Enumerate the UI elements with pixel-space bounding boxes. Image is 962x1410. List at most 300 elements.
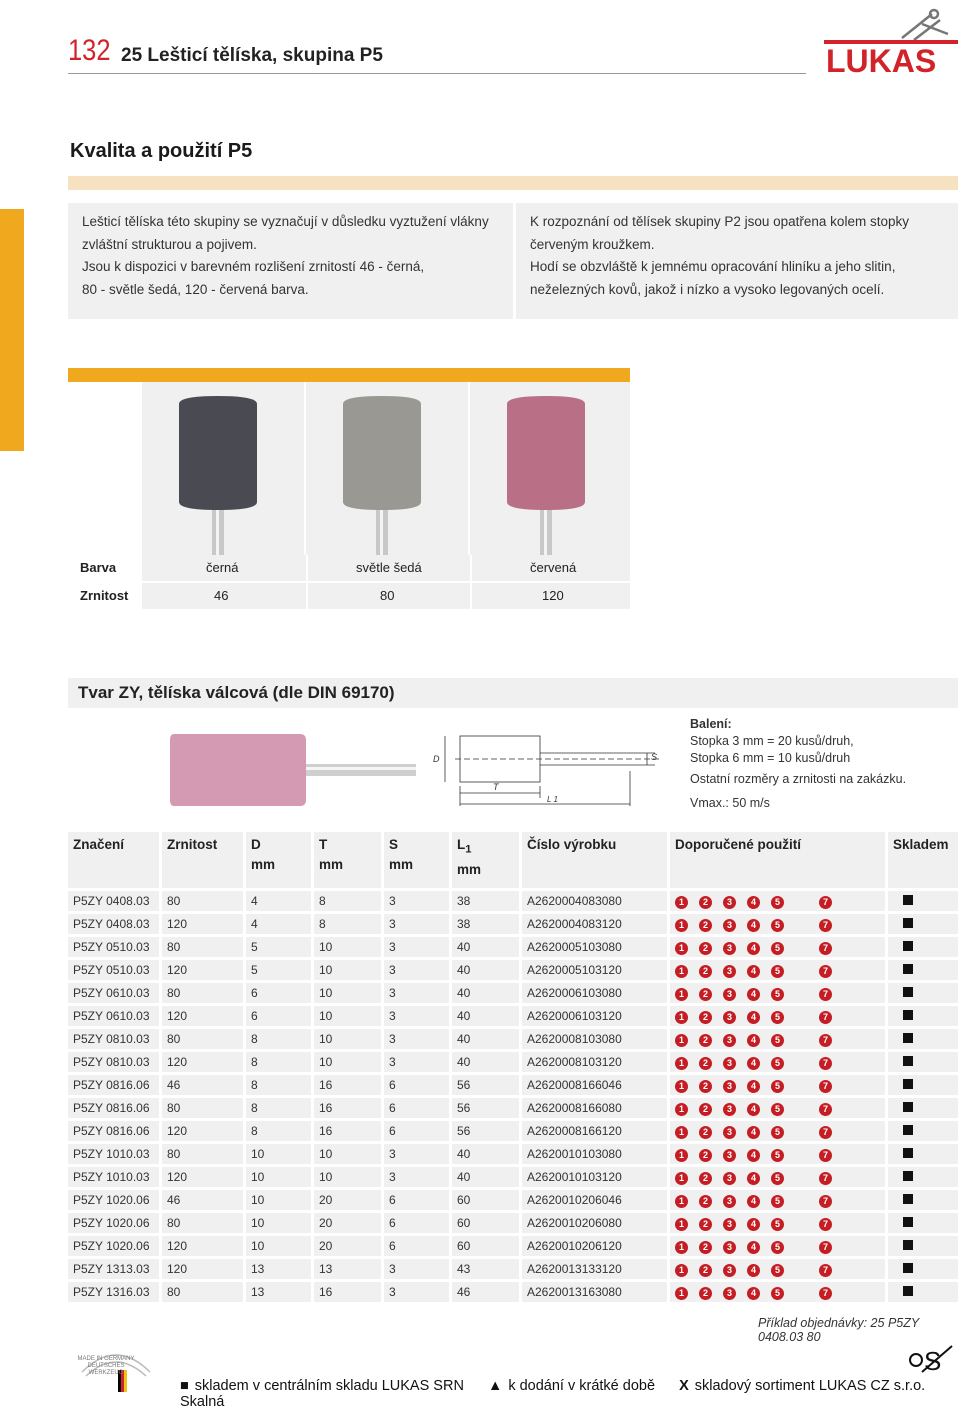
stock-square-icon [903,895,913,905]
usage-number-icon: 7 [819,1264,832,1277]
usage-number-icon: 7 [819,1011,832,1024]
section-title: Kvalita a použití P5 [70,140,253,162]
cell-s: 3 [384,1259,452,1279]
usage-number-icon [795,892,808,905]
variant-label-column [68,382,140,557]
variant-panel-red [470,382,630,557]
cell-grit: 46 [162,1075,246,1095]
usage-number-icon: 3 [723,988,736,1001]
cell-d: 8 [246,1121,314,1141]
dimension-diagram [425,716,665,812]
cylinder-red [507,396,585,510]
cell-stock [888,891,958,911]
table-row [68,1075,958,1095]
footer-legend [180,1378,960,1410]
grit-value: 120 [470,583,630,609]
cell-usage [670,1236,888,1256]
cell-t: 16 [314,1282,384,1302]
cell-usage [670,1098,888,1118]
cell-code: P5ZY 1313.03 [68,1259,162,1279]
cell-stock [888,983,958,1003]
usage-number-icon: 1 [675,1218,688,1231]
usage-number-icon: 4 [747,1011,760,1024]
cell-code: P5ZY 0408.03 [68,914,162,934]
cell-stock [888,1236,958,1256]
usage-number-icon: 4 [747,942,760,955]
cell-t: 8 [314,891,384,911]
cell-stock [888,1006,958,1026]
cell-stock [888,1098,958,1118]
cell-t: 10 [314,1006,384,1026]
usage-number-icon: 2 [699,1034,712,1047]
usage-number-icon: 5 [771,1057,784,1070]
cell-s: 3 [384,960,452,980]
cell-d: 4 [246,891,314,911]
usage-number-icon: 4 [747,965,760,978]
cell-t: 20 [314,1236,384,1256]
cell-s: 6 [384,1098,452,1118]
usage-number-icon: 4 [747,919,760,932]
col-code: Značení [68,832,162,888]
cell-s: 6 [384,1190,452,1210]
cell-grit: 80 [162,891,246,911]
stock-square-icon [903,1033,913,1043]
cell-s: 3 [384,1006,452,1026]
usage-number-icon: 1 [675,1057,688,1070]
cell-s: 3 [384,1052,452,1072]
cell-article: A2620006103080 [522,983,670,1003]
cell-l1: 40 [452,1167,522,1187]
cell-l1: 60 [452,1236,522,1256]
usage-number-icon: 7 [819,1218,832,1231]
table-row [68,937,958,957]
cell-article: A2620006103120 [522,1006,670,1026]
stock-square-icon: ■ [180,1378,189,1394]
usage-number-icon [795,1168,808,1181]
cell-t: 16 [314,1075,384,1095]
cell-d: 8 [246,1052,314,1072]
usage-number-icon: 4 [747,1103,760,1116]
cell-usage [670,1190,888,1210]
cell-article: A2620008103120 [522,1052,670,1072]
usage-number-icon: 5 [771,1126,784,1139]
col-d: D mm [246,832,314,888]
cell-grit: 120 [162,1259,246,1279]
cell-article: A2620013133120 [522,1259,670,1279]
cell-usage [670,891,888,911]
cell-t: 10 [314,937,384,957]
cell-code: P5ZY 0510.03 [68,960,162,980]
usage-number-icon [795,1030,808,1043]
usage-number-icon: 7 [819,1080,832,1093]
usage-number-icon: 3 [723,965,736,978]
cell-code: P5ZY 1020.06 [68,1213,162,1233]
cell-usage [670,937,888,957]
stock-square-icon [903,964,913,974]
usage-number-icon: 2 [699,1126,712,1139]
cell-d: 5 [246,937,314,957]
cell-grit: 120 [162,914,246,934]
intro-line: Lešticí tělíska této skupiny se vyznačují v důsledku vyztužení vlákny [82,214,489,229]
usage-number-icon: 7 [819,1057,832,1070]
cell-l1: 43 [452,1259,522,1279]
cell-t: 20 [314,1190,384,1210]
cell-code: P5ZY 1010.03 [68,1167,162,1187]
usage-number-icon: 4 [747,1126,760,1139]
cell-code: P5ZY 0810.03 [68,1052,162,1072]
usage-number-icon: 7 [819,1149,832,1162]
color-value: červená [470,555,630,581]
usage-number-icon: 5 [771,1241,784,1254]
cell-grit: 46 [162,1190,246,1210]
variant-color-row [68,555,630,581]
usage-number-icon: 2 [699,1287,712,1300]
cell-t: 16 [314,1121,384,1141]
usage-number-icon: 1 [675,896,688,909]
cell-l1: 60 [452,1213,522,1233]
cell-s: 3 [384,937,452,957]
cell-code: P5ZY 1020.06 [68,1190,162,1210]
usage-number-icon: 2 [699,1218,712,1231]
usage-number-icon: 7 [819,1126,832,1139]
cell-d: 8 [246,1029,314,1049]
usage-number-icon: 3 [723,1057,736,1070]
cell-code: P5ZY 1010.03 [68,1144,162,1164]
cell-usage [670,1121,888,1141]
cell-d: 10 [246,1190,314,1210]
intro-right [516,203,958,319]
usage-number-icon: 2 [699,1172,712,1185]
cell-d: 8 [246,1075,314,1095]
usage-number-icon: 1 [675,942,688,955]
product-image-grey [306,382,468,557]
usage-number-icon: 7 [819,1195,832,1208]
cell-s: 6 [384,1236,452,1256]
cell-d: 8 [246,1098,314,1118]
col-t: T mm [314,832,384,888]
usage-number-icon: 5 [771,1011,784,1024]
usage-number-icon: 5 [771,919,784,932]
cell-article: A2620010206120 [522,1236,670,1256]
usage-number-icon: 3 [723,1172,736,1185]
usage-number-icon: 3 [723,1011,736,1024]
intro-line: Hodí se obzvláště k jemnému opracování hliníku a jeho slitin, [530,259,896,274]
stock-square-icon [903,1263,913,1273]
cell-usage [670,1259,888,1279]
cell-grit: 120 [162,960,246,980]
usage-number-icon [795,1214,808,1227]
usage-number-icon: 5 [771,1195,784,1208]
usage-number-icon: 3 [723,919,736,932]
stock-square-icon [903,941,913,951]
cylinder-grey [343,396,421,510]
table-row [68,960,958,980]
cell-article: A2620005103080 [522,937,670,957]
intro-line: Jsou k dispozici v barevném rozlišení zrnitostí 46 - černá, [82,259,425,274]
cell-stock [888,1029,958,1049]
usage-number-icon: 1 [675,1103,688,1116]
grit-value: 80 [306,583,470,609]
cell-l1: 60 [452,1190,522,1210]
stock-square-icon [903,1286,913,1296]
cell-l1: 46 [452,1282,522,1302]
cell-article: A2620004083080 [522,891,670,911]
usage-number-icon [795,984,808,997]
usage-number-icon: 1 [675,1034,688,1047]
usage-number-icon [795,1237,808,1250]
chapter-title: 25 Lešticí tělíska, skupina P5 [121,45,383,66]
table-row [68,1052,958,1072]
cell-l1: 40 [452,960,522,980]
section-bar [68,176,958,190]
dim-label-d: D [433,754,440,764]
stock-square-icon [903,1240,913,1250]
cell-d: 13 [246,1282,314,1302]
table-header-row [68,832,958,888]
page-number: 132 [68,34,111,67]
usage-number-icon [795,915,808,928]
cell-code: P5ZY 0408.03 [68,891,162,911]
cell-code: P5ZY 0610.03 [68,1006,162,1026]
form-title: Tvar ZY, tělíska válcová (dle DIN 69170) [78,683,395,702]
cell-grit: 80 [162,1144,246,1164]
table-row [68,1259,958,1279]
usage-number-icon: 4 [747,1034,760,1047]
cell-s: 3 [384,1282,452,1302]
cell-usage [670,960,888,980]
stock-square-icon [903,987,913,997]
variant-panel-grey [306,382,468,557]
color-value: světle šedá [306,555,470,581]
cell-grit: 120 [162,1236,246,1256]
usage-number-icon: 4 [747,1264,760,1277]
cell-t: 10 [314,1144,384,1164]
intro-left [68,203,513,319]
usage-number-icon: 3 [723,1149,736,1162]
packaging-info [690,716,906,812]
usage-number-icon: 5 [771,965,784,978]
color-label: Barva [80,560,117,575]
triangle-icon: ▲ [487,1378,503,1394]
cell-t: 16 [314,1098,384,1118]
dim-label-t: T [493,782,499,792]
stock-square-icon [903,918,913,928]
table-row [68,891,958,911]
cell-usage [670,1006,888,1026]
table-row [68,1190,958,1210]
table-row [68,1144,958,1164]
intro-line: neželezných kovů, jakož i nízko a vysoko legovaných ocelí. [530,281,885,297]
usage-number-icon: 1 [675,919,688,932]
cell-stock [888,1144,958,1164]
cell-grit: 80 [162,983,246,1003]
cell-t: 10 [314,1167,384,1187]
usage-number-icon: 4 [747,1080,760,1093]
cell-d: 6 [246,1006,314,1026]
cell-article: A2620010103080 [522,1144,670,1164]
cell-d: 6 [246,983,314,1003]
usage-number-icon: 4 [747,896,760,909]
cell-d: 10 [246,1236,314,1256]
cell-t: 13 [314,1259,384,1279]
cell-d: 10 [246,1213,314,1233]
usage-number-icon [795,961,808,974]
usage-number-icon: 2 [699,919,712,932]
cell-article: A2620005103120 [522,960,670,980]
intro-line: červeným kroužkem. [530,236,655,252]
col-l1: $L_1$ mm [452,832,522,888]
cylinder-black [179,396,257,510]
legend-stock-central: ■ skladem v centrálním skladu LUKAS SRN [180,1378,464,1394]
usage-number-icon [795,938,808,951]
spec-table [68,829,958,1305]
usage-number-icon: 1 [675,1172,688,1185]
usage-number-icon: 7 [819,1172,832,1185]
cell-code: P5ZY 0810.03 [68,1029,162,1049]
usage-number-icon: 7 [819,1241,832,1254]
cell-stock [888,1213,958,1233]
cell-usage [670,1075,888,1095]
usage-number-icon: 3 [723,1241,736,1254]
cell-s: 3 [384,983,452,1003]
cell-usage [670,1029,888,1049]
usage-number-icon: 1 [675,1195,688,1208]
usage-number-icon: 5 [771,896,784,909]
usage-number-icon: 7 [819,919,832,932]
usage-number-icon: 5 [771,1264,784,1277]
usage-number-icon [795,1122,808,1135]
form-product-image [168,726,418,816]
usage-number-icon [795,1076,808,1089]
usage-number-icon: 7 [819,988,832,1001]
usage-number-icon: 2 [699,1080,712,1093]
cell-grit: 120 [162,1052,246,1072]
cell-article: A2620010103120 [522,1167,670,1187]
cell-grit: 80 [162,1282,246,1302]
usage-number-icon: 7 [819,942,832,955]
usage-number-icon: 5 [771,1218,784,1231]
cell-l1: 40 [452,1052,522,1072]
cell-stock [888,960,958,980]
cell-d: 10 [246,1167,314,1187]
stock-square-icon [903,1079,913,1089]
cell-code: P5ZY 0816.06 [68,1121,162,1141]
usage-number-icon: 1 [675,1080,688,1093]
usage-number-icon: 2 [699,1195,712,1208]
cell-code: P5ZY 0816.06 [68,1075,162,1095]
cell-usage [670,1282,888,1302]
lukas-logo [822,8,962,80]
cell-l1: 56 [452,1075,522,1095]
cell-stock [888,1190,958,1210]
cell-grit: 120 [162,1006,246,1026]
usage-number-icon: 4 [747,1195,760,1208]
usage-number-icon [795,1191,808,1204]
cell-article: A2620010206046 [522,1190,670,1210]
usage-number-icon: 1 [675,1011,688,1024]
usage-number-icon: 7 [819,1287,832,1300]
cell-stock [888,1052,958,1072]
packaging-line: Stopka 3 mm = 20 kusů/druh, [690,734,854,748]
cell-d: 13 [246,1259,314,1279]
cell-article: A2620008166046 [522,1075,670,1095]
usage-number-icon: 2 [699,1103,712,1116]
cell-t: 10 [314,1052,384,1072]
cell-code: P5ZY 1316.03 [68,1282,162,1302]
cell-grit: 80 [162,937,246,957]
cell-d: 4 [246,914,314,934]
usage-number-icon: 4 [747,1218,760,1231]
table-row [68,1006,958,1026]
cell-d: 10 [246,1144,314,1164]
cell-stock [888,1121,958,1141]
order-example: Příklad objednávky: 25 P5ZY 0408.03 80 [758,1316,919,1344]
grit-label: Zrnitost [80,588,129,603]
col-article: Číslo výrobku [522,832,670,888]
usage-number-icon: 5 [771,1149,784,1162]
cell-grit: 120 [162,1121,246,1141]
cell-usage [670,1213,888,1233]
usage-number-icon [795,1007,808,1020]
cell-article: A2620010206080 [522,1213,670,1233]
usage-number-icon: 5 [771,1034,784,1047]
usage-number-icon: 3 [723,1126,736,1139]
cell-stock [888,937,958,957]
cell-article: A2620008166080 [522,1098,670,1118]
usage-number-icon: 1 [675,1126,688,1139]
usage-number-icon: 3 [723,1080,736,1093]
intro-line: zvláštní strukturou a pojivem. [82,236,257,252]
usage-number-icon: 2 [699,965,712,978]
usage-number-icon: 1 [675,965,688,978]
table-row [68,1121,958,1141]
intro-line: K rozpoznání od tělísek skupiny P2 jsou opatřena kolem stopky [530,214,909,229]
logo-tools-icon [902,10,948,40]
cell-usage [670,1167,888,1187]
usage-number-icon: 2 [699,1264,712,1277]
safety-symbols-icon [906,1342,956,1378]
usage-number-icon: 4 [747,1287,760,1300]
stock-square-icon [903,1125,913,1135]
usage-number-icon: 3 [723,896,736,909]
usage-number-icon [795,1099,808,1112]
usage-number-icon: 3 [723,1103,736,1116]
col-grit: Zrnitost [162,832,246,888]
cell-stock [888,914,958,934]
usage-number-icon: 3 [723,1034,736,1047]
cell-usage [670,1144,888,1164]
stock-square-icon [903,1056,913,1066]
usage-number-icon: 3 [723,1264,736,1277]
intro-line: 80 - světle šedá, 120 - červená barva. [82,281,309,297]
cell-usage [670,1052,888,1072]
cell-stock [888,1259,958,1279]
cell-s: 3 [384,1029,452,1049]
cell-code: P5ZY 1020.06 [68,1236,162,1256]
cell-grit: 80 [162,1213,246,1233]
stock-square-icon [903,1148,913,1158]
side-tab [0,209,24,451]
cell-l1: 56 [452,1121,522,1141]
usage-number-icon: 2 [699,1149,712,1162]
usage-number-icon [795,1053,808,1066]
usage-number-icon: 1 [675,1149,688,1162]
cell-d: 5 [246,960,314,980]
packaging-line: Stopka 6 mm = 10 kusů/druh [690,751,851,765]
col-usage: Doporučené použití [670,832,888,888]
svg-text:S: S [924,1346,942,1376]
cell-l1: 40 [452,1144,522,1164]
